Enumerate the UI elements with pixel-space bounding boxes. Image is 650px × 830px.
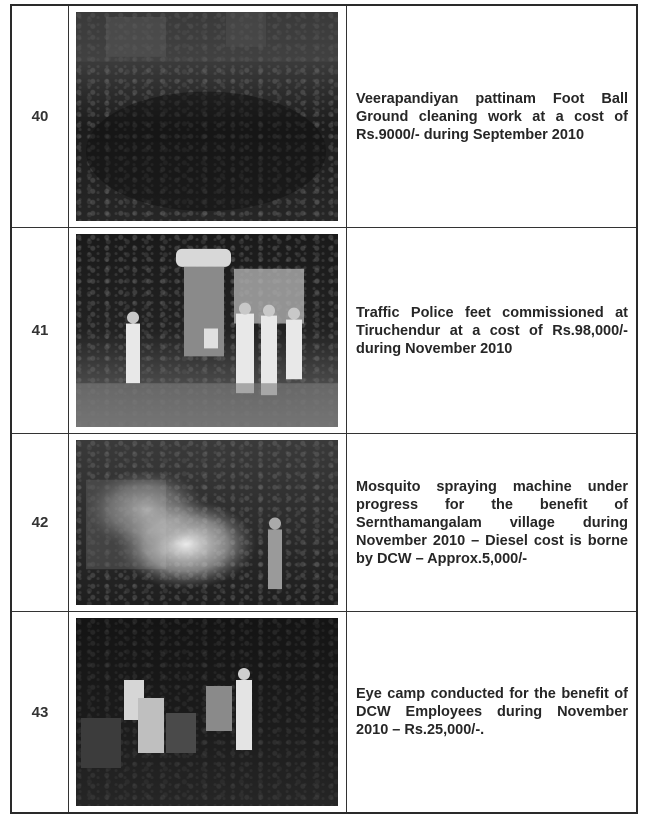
photo-cell	[68, 434, 347, 611]
row-description: Veerapandiyan pattinam Foot Ball Ground cleaning work at a cost of Rs.9000/- during September 2010	[356, 90, 628, 143]
eye-camp-photo	[76, 618, 338, 806]
ground-cleaning-photo	[76, 12, 338, 221]
row-number: 43	[12, 612, 69, 812]
table-row	[12, 434, 636, 612]
activity-table	[10, 4, 638, 814]
photo-cell	[68, 6, 347, 227]
row-description: Eye camp conducted for the benefit of DCW Employees during November 2010 – Rs.25,000/-.	[356, 686, 628, 738]
row-number: 40	[12, 6, 69, 227]
photo-cell	[68, 228, 347, 433]
description-cell	[346, 612, 636, 812]
mosquito-spraying-photo	[76, 440, 338, 605]
row-description: Traffic Police feet commissioned at Tiruchendur at a cost of Rs.98,000/- during November 2010	[356, 304, 628, 357]
table-row	[12, 6, 636, 228]
description-cell	[346, 228, 636, 433]
row-description: Mosquito spraying machine under progress for the benefit of Sernthamangalam village during November 2010 – Diesel cost is borne by DCW – Approx.5,000/-	[356, 478, 628, 567]
photo-cell	[68, 612, 347, 812]
row-number: 42	[12, 434, 69, 611]
row-number: 41	[12, 228, 69, 433]
description-cell	[346, 6, 636, 227]
table-row	[12, 228, 636, 434]
table-row	[12, 612, 636, 812]
traffic-police-booth-photo	[76, 234, 338, 427]
description-cell	[346, 434, 636, 611]
